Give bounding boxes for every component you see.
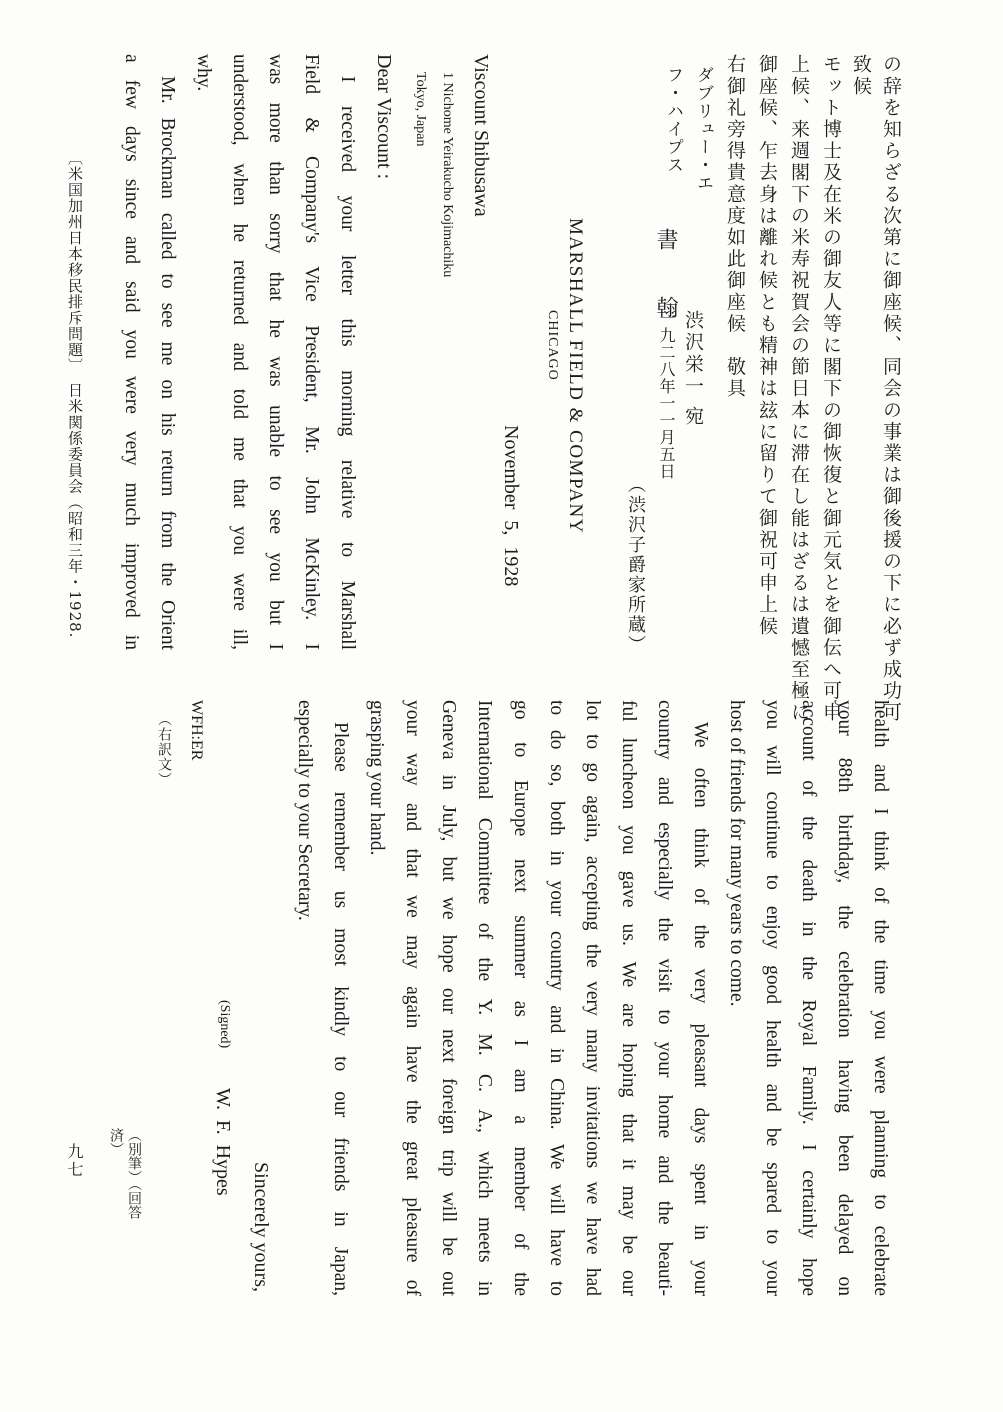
japanese-line-2: 致候 [850, 54, 872, 98]
letter-line: health and I think of the time you were planning to celebrate [870, 700, 891, 1296]
letter-line: Please remember us most kindly to our friends in Japan, [330, 722, 351, 1296]
japanese-addressee: ダブリュー・エフ・ハイプス [663, 66, 713, 192]
japanese-line-1: の辞を知らざる次第に御座候、同会の事業は御後援の下に必ず成功可 [880, 54, 902, 724]
letter-line: host of friends for many years to come. [726, 700, 747, 1007]
japanese-line-6: 右御礼旁得貴意度如此御座候 敬具 [724, 54, 746, 400]
japanese-line-5: 御座候、乍去身は離れ候とも精神は玆に留りて御祝可申上候 [756, 54, 778, 638]
closing-signer-name: W. F. Hypes [212, 1088, 234, 1196]
letter-line: go to Europe next summer as I am a member of the [510, 700, 531, 1296]
letter-line: especially to your Secretary. [294, 700, 315, 921]
letter-body-column-1 [113, 54, 365, 650]
closing-annotation: （別筆）（回答済） [108, 1128, 142, 1219]
letter-body-column-2 [286, 700, 898, 1296]
recipient-address-2: Tokyo, Japan [413, 72, 428, 147]
letter-date: November 5, 1928 [500, 425, 522, 587]
closing-sincerely: Sincerely yours, [250, 1162, 272, 1292]
closing-initials: WFH:ER [188, 700, 205, 761]
letter-line: grasping your hand. [366, 700, 387, 856]
recipient-name: Viscount Shibusawa [470, 54, 492, 217]
japanese-source: （渋沢子爵家所蔵） [625, 475, 646, 655]
letter-line: your 88th birthday, the celebration having been delayed on [834, 700, 855, 1296]
letter-line: lot to go again, accepting the very many invitations we have had [582, 700, 603, 1296]
letter-line: ful luncheon you gave us. We are hoping that it may be our [618, 700, 639, 1296]
translation-note: （右訳文） [156, 712, 172, 787]
letter-line: your way and that we may again have the great pleasure of [402, 700, 423, 1296]
letterhead-city: CHICAGO [545, 310, 560, 381]
japanese-line-4: 上候、来週閣下の米寿祝賀会の節日本に滞在し能はざるは遺憾至極に [788, 54, 810, 724]
letter-line: why. [193, 54, 214, 92]
letter-line: a few days since and said you were very much improved in [121, 54, 142, 650]
letterhead-company: MARSHALL FIELD & COMPANY [565, 218, 586, 534]
letter-line: you will continue to enjoy good health and be spared to your [762, 700, 783, 1296]
japanese-signature: 渋沢栄一 [682, 310, 704, 398]
letter-line: account of the death in the Royal Family. I certainly hope [798, 700, 819, 1296]
letter-line: Field & Company's Vice President, Mr. John McKinley. I [301, 54, 322, 650]
letter-line: understood, when he returned and told me that you were ill, [229, 54, 250, 650]
page-number: 九七 [65, 1143, 84, 1179]
japanese-line-3: モット博士及在米の御友人等に閣下の御恢復と御元気とを御伝へ可申 [820, 54, 842, 724]
running-title: 〔米国加州日本移民排斥問題〕 日米関係委員会（昭和三年・1928. [66, 150, 84, 639]
letter-line: Geneva in July, but we hope our next foreign trip will be out [438, 700, 459, 1296]
letter-line: I received your letter this morning relative to Marshall [337, 76, 358, 650]
recipient-address-1: 1 Nichome Yeirakucho Kojimachiku [440, 72, 455, 278]
letter-line: was more than sorry that he was unable to see you but I [265, 54, 286, 650]
reply-heading: 書 翰 [653, 228, 678, 330]
salutation: Dear Viscount : [373, 54, 395, 180]
closing-signed: (Signed) [217, 1000, 232, 1049]
letter-line: We often think of the very pleasant days spent in your [690, 722, 711, 1296]
letter-line: Mr. Brockman called to see me on his return from the Orient [157, 76, 178, 650]
letter-line: to do so, both in your country and in China. We will have to [546, 700, 567, 1296]
letter-line: International Committee of the Y. M. C. A., which meets in [474, 700, 495, 1296]
japanese-addressee-suffix: 宛 [682, 406, 704, 425]
japanese-date: 一九二八年一一月五日 [657, 310, 676, 480]
letter-line: country and especially the visit to your home and the beauti- [654, 700, 675, 1296]
